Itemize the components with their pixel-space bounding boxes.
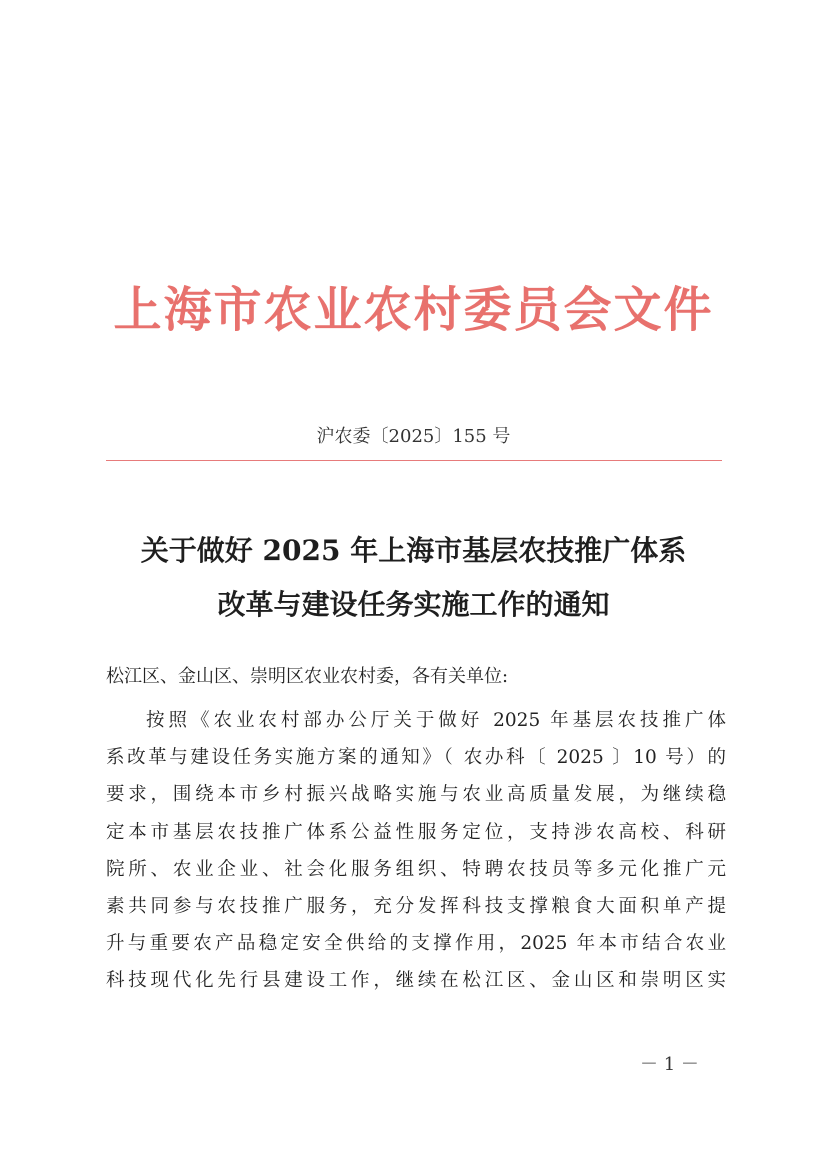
body-line-3: 要求，围绕本市乡村振兴战略实施与农业高质量发展，为继续稳 <box>106 784 726 806</box>
issuer-title: 上海市农业农村委员会文件 <box>113 282 714 338</box>
notice-title-line-2: 改革与建设任务实施工作的通知 <box>217 588 610 621</box>
document-number: 沪农委〔2025〕155 号 <box>316 426 511 447</box>
body-line-7: 升与重要农产品稳定安全供给的支撑作用，2025 年本市结合农业 <box>106 933 726 955</box>
page-number: － 1 － <box>640 1054 699 1075</box>
body-line-2: 系改革与建设任务实施方案的通知》（ 农办科〔 2025 〕10 号）的 <box>106 747 726 769</box>
body-line-4: 定本市基层农技推广体系公益性服务定位，支持涉农高校、科研 <box>106 821 726 843</box>
body-line-6: 素共同参与农技推广服务，充分发挥科技支撑粮食大面积单产提 <box>106 896 726 918</box>
body-line-8: 科技现代化先行县建设工作，继续在松江区、金山区和崇明区实 <box>106 970 726 992</box>
notice-title <box>100 524 727 632</box>
body-line-5: 院所、农业企业、社会化服务组织、特聘农技员等多元化推广元 <box>106 858 726 880</box>
body-line-1: 按照《农业农村部办公厅关于做好 2025 年基层农技推广体 <box>146 710 726 731</box>
notice-title-line-1: 关于做好 2025 年上海市基层农技推广体系 <box>140 534 687 567</box>
red-divider-line <box>106 460 722 461</box>
addressee: 松江区、金山区、崇明区农业农村委，各有关单位: <box>106 666 509 687</box>
body-paragraph <box>106 702 726 1000</box>
